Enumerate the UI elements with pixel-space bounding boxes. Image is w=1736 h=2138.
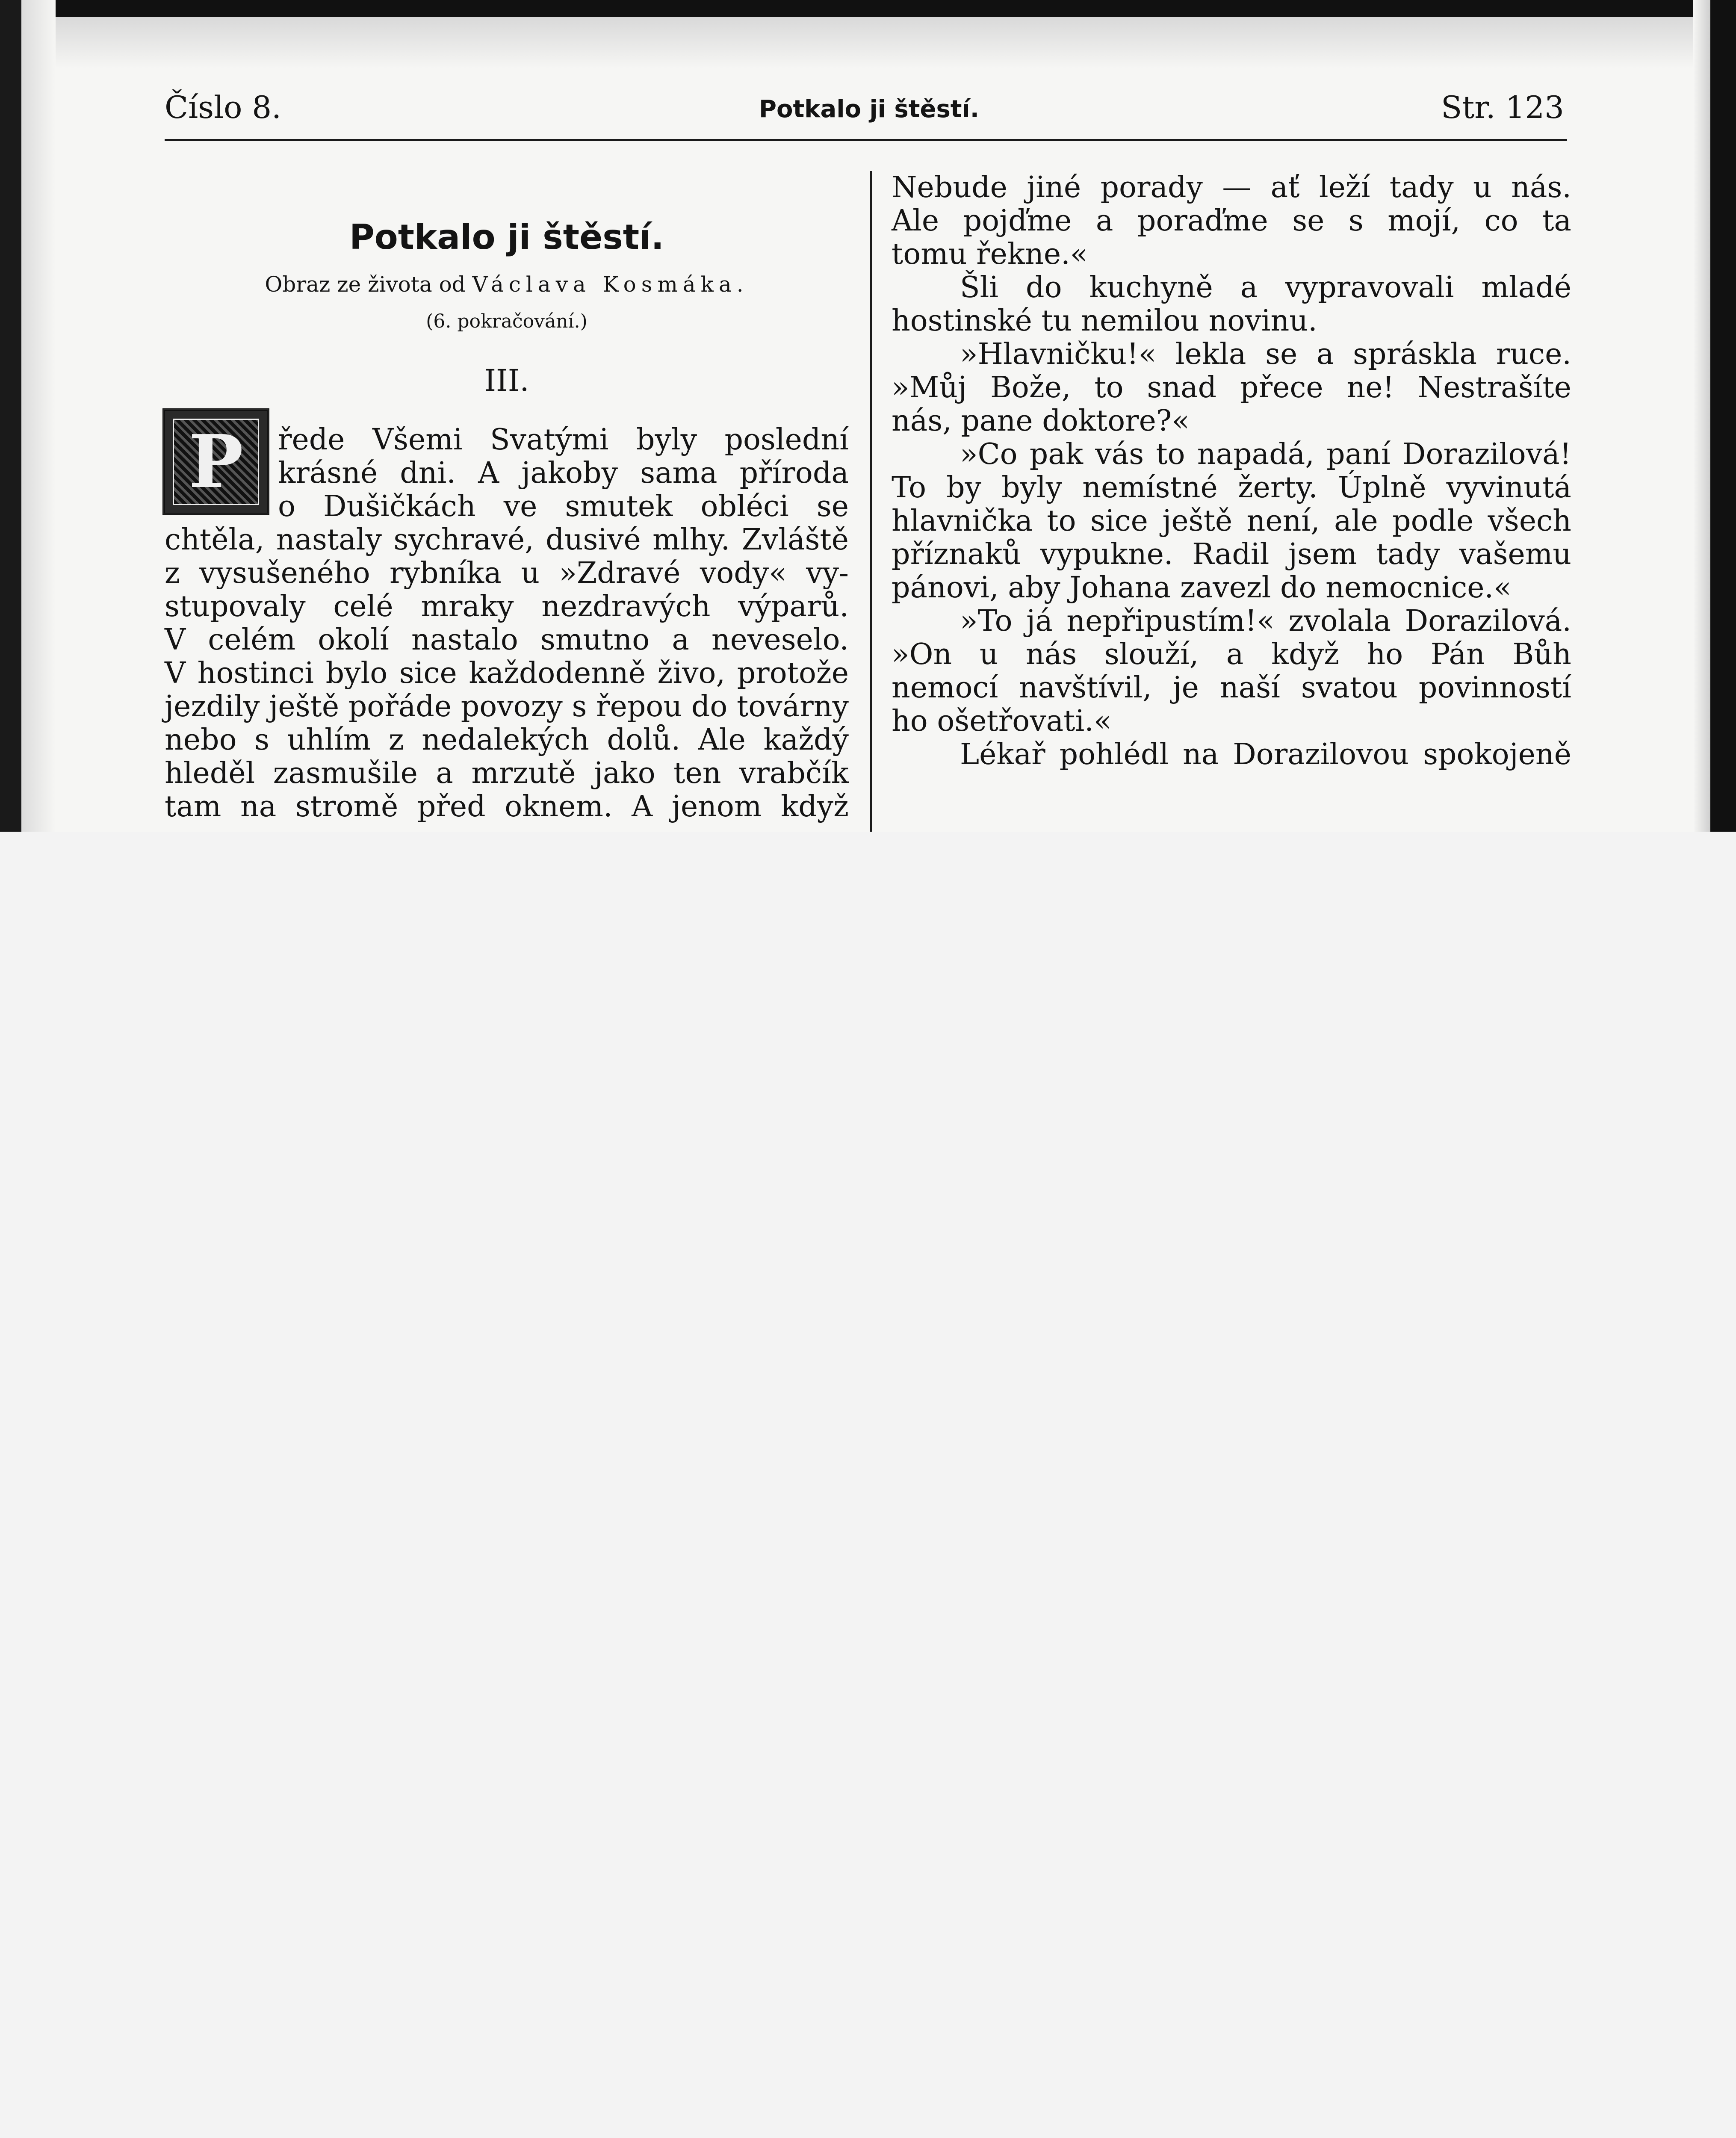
word: by — [946, 471, 982, 505]
word: dolů. — [607, 723, 681, 757]
word: u — [1473, 171, 1492, 204]
word: nemocnice.« — [1326, 571, 1512, 605]
word: o — [278, 490, 295, 523]
word: Dušičkách — [323, 490, 476, 523]
word: když — [781, 790, 849, 824]
word: každodenně — [469, 656, 646, 690]
word: pojďme — [963, 204, 1072, 238]
word: ošetřovati.« — [937, 704, 1112, 738]
word: leží — [1319, 171, 1370, 204]
text-line — [892, 438, 1571, 471]
word: řekne.« — [976, 237, 1088, 271]
column-divider — [870, 171, 872, 832]
word: a — [1226, 638, 1244, 671]
word: a — [672, 623, 689, 657]
word: je — [1172, 671, 1199, 705]
word: s — [1348, 204, 1364, 238]
word: Dorazilovou — [1233, 738, 1409, 771]
word: A — [632, 790, 653, 824]
word: pánovi, — [892, 571, 1008, 605]
word: zavezl — [1180, 571, 1281, 605]
word: přece — [1240, 371, 1323, 405]
word: na — [1183, 738, 1219, 771]
word: vrabčík — [739, 756, 849, 790]
text-line — [892, 405, 1571, 438]
word: na — [240, 790, 277, 824]
word: doktore?« — [1042, 404, 1190, 438]
subtitle-prefix: Obraz ze života od — [265, 272, 466, 297]
word: vás — [1095, 437, 1144, 471]
word: nezdravých — [541, 590, 711, 623]
scanned-page — [0, 0, 1736, 832]
word: ten — [673, 756, 721, 790]
text-line — [892, 471, 1571, 505]
word: ho — [892, 704, 937, 738]
word: mladé — [1481, 271, 1571, 304]
word: ve — [503, 490, 537, 523]
scan-right-border — [1710, 0, 1736, 832]
text-line — [892, 338, 1571, 371]
word: co — [1484, 204, 1518, 238]
word: vy- — [806, 556, 849, 590]
word: lekla — [1175, 337, 1246, 371]
text-line — [892, 638, 1571, 671]
word: celé — [333, 590, 393, 623]
header-rule — [165, 139, 1567, 141]
word: to — [1047, 504, 1076, 538]
word: se — [1265, 337, 1298, 371]
word: Ale — [698, 723, 746, 757]
text-line — [892, 371, 1571, 405]
word: »To — [960, 604, 1013, 638]
word: příznaků — [892, 537, 1021, 571]
word: dusivé — [546, 523, 641, 557]
word: slouží, — [1104, 638, 1199, 671]
scan-shadow — [56, 17, 1693, 68]
word: okolí — [318, 623, 389, 657]
word: vašemu — [1459, 537, 1571, 571]
word: jiné — [1027, 171, 1081, 204]
word: pane — [961, 404, 1042, 438]
continuation-note: (6. pokračování.) — [426, 310, 588, 332]
word: vody« — [700, 556, 787, 590]
word: hostinské — [892, 304, 1042, 338]
word: chtěla, — [165, 523, 265, 557]
word: poslední — [724, 423, 849, 457]
word: celém — [208, 623, 296, 657]
word: továrny — [736, 690, 849, 723]
text-line — [165, 523, 849, 557]
word: smutek — [565, 490, 673, 523]
word: u — [979, 638, 998, 671]
word: u — [521, 556, 540, 590]
word: porady — [1100, 171, 1203, 204]
text-line — [892, 238, 1571, 271]
word: řepou — [596, 690, 682, 723]
word: do — [691, 690, 728, 723]
word: pohlédl — [1059, 738, 1169, 771]
word: spokojeně — [1423, 738, 1571, 771]
text-line — [892, 505, 1571, 538]
word: »Můj — [892, 371, 967, 405]
word: uhlím — [287, 723, 371, 757]
word: sice — [399, 656, 457, 690]
word: zvolala — [1288, 604, 1391, 638]
word: ne! — [1346, 371, 1394, 405]
article-subtitle — [165, 274, 849, 295]
word: sychravé, — [393, 523, 534, 557]
word: paní — [1326, 437, 1391, 471]
word: mrzutě — [471, 756, 576, 790]
text-line — [892, 204, 1571, 238]
word: hlavnička — [892, 504, 1033, 538]
word: Ale — [892, 204, 939, 238]
text-line — [165, 757, 849, 790]
word: já — [1026, 604, 1053, 638]
word: nás — [1026, 638, 1077, 671]
word: poraďme — [1137, 204, 1268, 238]
word: do — [1026, 271, 1062, 304]
word: dni. — [400, 456, 456, 490]
word: aby — [1008, 571, 1070, 605]
word: nemístné — [1082, 471, 1218, 505]
word: Zvláště — [741, 523, 849, 557]
word: příroda — [739, 456, 849, 490]
word: nepřipustím!« — [1066, 604, 1275, 638]
word: zasmušile — [273, 756, 418, 790]
running-title: Potkalo ji štěstí. — [759, 95, 980, 123]
word: a — [1095, 204, 1113, 238]
word: smutno — [540, 623, 650, 657]
word: do — [1280, 571, 1326, 605]
word: tu — [1041, 304, 1081, 338]
page-number: Str. 123 — [1441, 89, 1564, 125]
word: byly — [1001, 471, 1063, 505]
section-number: III. — [484, 363, 529, 398]
word: řede — [278, 423, 345, 457]
word: ta — [1542, 204, 1571, 238]
word: sama — [640, 456, 717, 490]
word: mojí, — [1388, 204, 1461, 238]
word: vyvinutá — [1446, 471, 1571, 505]
word: Šli — [960, 271, 999, 304]
word: nastalo — [411, 623, 518, 657]
word: navštívil, — [1019, 671, 1152, 705]
text-line — [278, 457, 849, 490]
word: jenom — [671, 790, 762, 824]
text-line — [892, 171, 1571, 204]
issue-number: Číslo 8. — [165, 89, 282, 125]
word: povinností — [1418, 671, 1571, 705]
word: a — [436, 756, 453, 790]
right-column — [892, 171, 1571, 771]
word: rybníka — [390, 556, 502, 590]
text-line — [892, 705, 1571, 738]
word: mlhy. — [652, 523, 730, 557]
word: každý — [763, 723, 849, 757]
word: před — [417, 790, 486, 824]
left-column-body — [165, 523, 849, 824]
scan-top-border — [0, 0, 1736, 17]
word: z — [388, 723, 404, 757]
word: »Co — [960, 437, 1018, 471]
word: Úplně — [1337, 471, 1426, 505]
word: vypravovali — [1285, 271, 1454, 304]
word: Dorazilová. — [1405, 604, 1571, 638]
word: Dorazilová! — [1402, 437, 1571, 471]
word: pořáde — [348, 690, 452, 723]
word: V — [165, 656, 186, 690]
text-line — [278, 490, 849, 523]
word: nás, — [892, 404, 961, 438]
scan-right-shadow — [1693, 0, 1710, 832]
word: nastaly — [276, 523, 382, 557]
word: — — [1222, 171, 1252, 204]
text-line — [278, 423, 849, 457]
word: se — [816, 490, 849, 523]
word: žerty. — [1237, 471, 1318, 505]
word: »On — [892, 638, 952, 671]
text-line — [165, 590, 849, 623]
word: mraky — [421, 590, 514, 623]
word: Pán — [1430, 638, 1485, 671]
word: hleděl — [165, 756, 255, 790]
word: V — [165, 623, 186, 657]
word: Bůh — [1512, 638, 1571, 671]
word: ještě — [1162, 504, 1233, 538]
text-line — [165, 690, 849, 723]
text-line — [165, 623, 849, 657]
word: ale — [1334, 504, 1378, 538]
word: sice — [1090, 504, 1148, 538]
text-line — [165, 657, 849, 690]
word: nedalekých — [422, 723, 589, 757]
word: tady — [1376, 537, 1441, 571]
initial-letter: P — [189, 419, 243, 505]
ornamental-initial — [162, 408, 269, 515]
word: tomu — [892, 237, 977, 271]
word: ať — [1270, 171, 1300, 204]
scan-left-shadow — [21, 0, 56, 832]
word: povozy — [461, 690, 563, 723]
word: neveselo. — [712, 623, 849, 657]
word: spráskla — [1353, 337, 1477, 371]
word: krásné — [278, 456, 378, 490]
word: vypukne. — [1040, 537, 1173, 571]
word: oknem. — [505, 790, 613, 824]
word: To — [892, 471, 927, 505]
word: Nebude — [892, 171, 1007, 204]
word: vysušeného — [199, 556, 370, 590]
article-title: Potkalo ji štěstí. — [349, 217, 664, 257]
word: Radil — [1192, 537, 1270, 571]
word: s — [572, 690, 587, 723]
word: jako — [593, 756, 655, 790]
word: živo, — [657, 656, 726, 690]
text-line — [892, 538, 1571, 571]
text-line — [892, 605, 1571, 638]
word: naší — [1219, 671, 1280, 705]
word: Bože, — [990, 371, 1071, 405]
word: to — [1156, 437, 1185, 471]
word: tady — [1389, 171, 1454, 204]
word: Nestrašíte — [1417, 371, 1571, 405]
word: napadá, — [1197, 437, 1314, 471]
word: »Hlavničku!« — [960, 337, 1157, 371]
text-line — [892, 304, 1571, 338]
text-line — [892, 738, 1571, 771]
word: není, — [1246, 504, 1320, 538]
word: nemilou — [1081, 304, 1209, 338]
word: jezdily — [165, 690, 260, 723]
left-column-opening — [278, 423, 849, 523]
word: to — [1094, 371, 1124, 405]
word: nemocí — [892, 671, 998, 705]
word: snad — [1147, 371, 1217, 405]
word: se — [1292, 204, 1325, 238]
author-name: Václava Kosmáka. — [472, 272, 749, 297]
word: s — [254, 723, 270, 757]
word: nás. — [1511, 171, 1571, 204]
word: Johana — [1069, 571, 1180, 605]
word: a — [1316, 337, 1334, 371]
word: nebo — [165, 723, 237, 757]
word: Svatými — [490, 423, 609, 457]
word: a — [1240, 271, 1258, 304]
text-line — [892, 671, 1571, 705]
word: stupovaly — [165, 590, 306, 623]
word: »Zdravé — [559, 556, 681, 590]
text-line — [165, 723, 849, 757]
word: všech — [1488, 504, 1571, 538]
word: když — [1271, 638, 1339, 671]
text-line — [165, 557, 849, 590]
word: stromě — [295, 790, 399, 824]
word: obléci — [700, 490, 789, 523]
word: ho — [1367, 638, 1403, 671]
word: pak — [1029, 437, 1084, 471]
word: ještě — [269, 690, 340, 723]
word: výparů. — [738, 590, 849, 623]
word: tam — [165, 790, 221, 824]
scan-left-border — [0, 0, 21, 832]
word: kuchyně — [1089, 271, 1213, 304]
word: Všemi — [372, 423, 463, 457]
word: podle — [1392, 504, 1474, 538]
word: bylo — [325, 656, 388, 690]
text-line — [165, 790, 849, 824]
word: A — [478, 456, 499, 490]
word: byly — [636, 423, 697, 457]
word: hostinci — [197, 656, 314, 690]
word: novinu. — [1208, 304, 1317, 338]
word: ruce. — [1496, 337, 1571, 371]
word: Lékař — [960, 738, 1045, 771]
text-line — [892, 271, 1571, 304]
word: protože — [737, 656, 849, 690]
word: jakoby — [521, 456, 618, 490]
word: z — [165, 556, 180, 590]
text-line — [892, 571, 1571, 605]
word: jsem — [1288, 537, 1357, 571]
word: svatou — [1301, 671, 1398, 705]
